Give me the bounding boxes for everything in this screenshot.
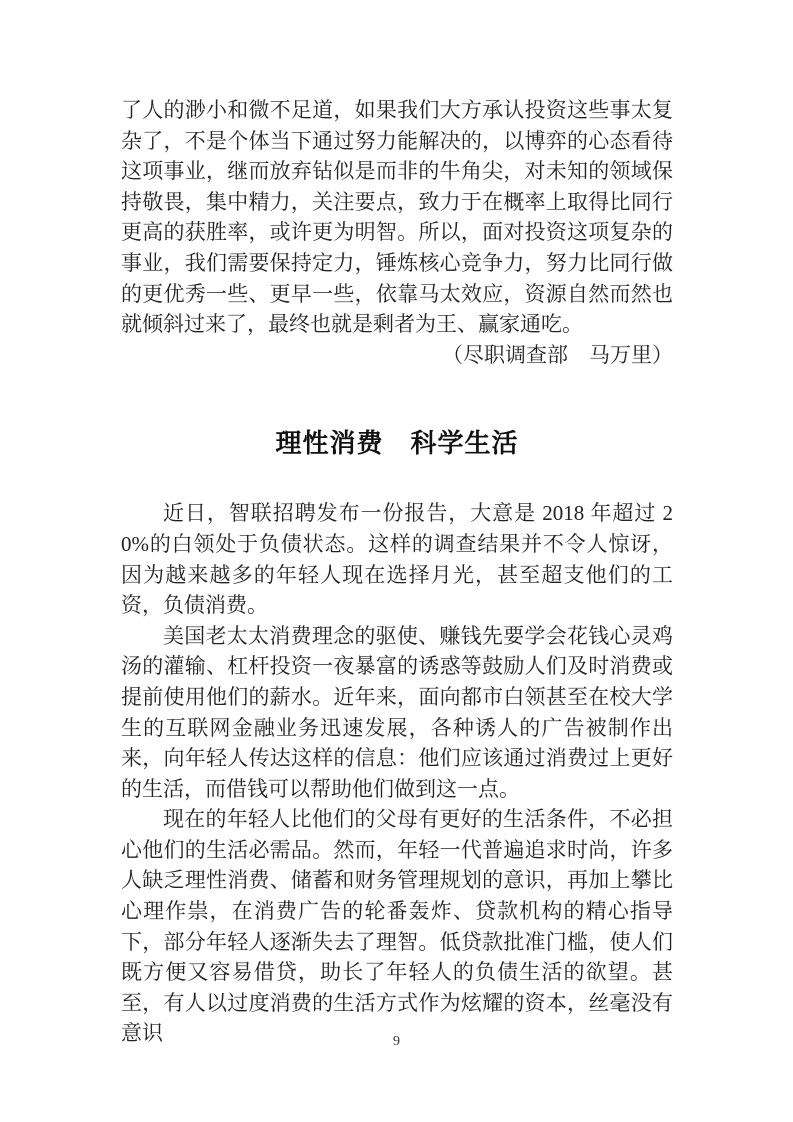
article-paragraph-3: 现在的年轻人比他们的父母有更好的生活条件，不必担心他们的生活必需品。然而，年轻一代普遍追求时尚，许多人缺乏理性消费、储蓄和财务管理规划的意识，再加上攀比心理作祟，在消费广告的轮番轰炸、贷款机构的精心指导下，部分年轻人逐渐失去了理智。低贷款批准门槛，使人们既方便又容易借贷，助长了年轻人的负债生活的欲望。甚至，有人以过度消费的生活方式作为炫耀的资本，丝毫没有意识 xyxy=(121,807,673,1046)
page-number: 9 xyxy=(393,1034,400,1049)
closing-paragraph: 了人的渺小和微不足道，如果我们大方承认投资这些事太复杂了，不是个体当下通过努力能解决的，以博弈的心态看待这项事业，继而放弃钻似是而非的牛角尖，对未知的领域保持敬畏，集中精力，关注要点，致力于在概率上取得比同行更高的获胜率，或许更为明智。所以，面对投资这项复杂的事业，我们需要保持定力，锤炼核心竞争力，努力比同行做的更优秀一些、更早一些，依靠马太效应，资源自然而然也就倾斜过来了，最终也就是剩者为王、赢家通吃。 xyxy=(121,98,673,337)
page-content xyxy=(121,95,673,1049)
article-paragraph-2: 美国老太太消费理念的驱使、赚钱先要学会花钱心灵鸡汤的灌输、杠杆投资一夜暴富的诱惑等鼓励人们及时消费或提前使用他们的薪水。近年来，面向都市白领甚至在校大学生的互联网金融业务迅速发展，各种诱人的广告被制作出来，向年轻人传达这样的信息：他们应该通过消费过上更好的生活，而借钱可以帮助他们做到这一点。 xyxy=(121,623,673,801)
article-title: 理性消费 科学生活 xyxy=(275,428,519,459)
article-paragraph-1: 近日，智联招聘发布一份报告，大意是 2018 年超过 20%的白领处于负债状态。这样的调查结果并不令人惊讶，因为越来越多的年轻人现在选择月光，甚至超支他们的工资，负债消费。 xyxy=(121,501,673,618)
attribution-line: （尽职调查部 马万里） xyxy=(442,342,673,367)
